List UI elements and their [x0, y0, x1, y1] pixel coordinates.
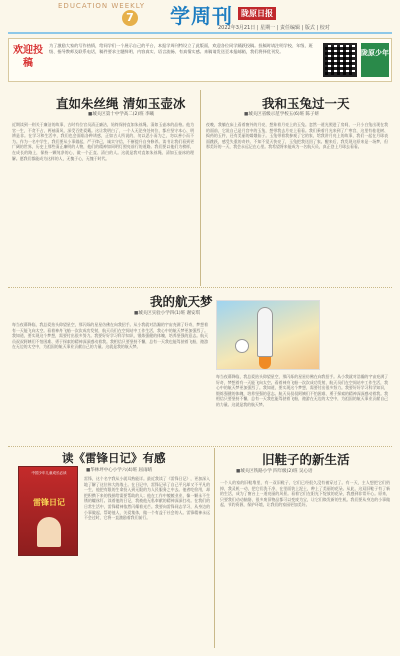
section-divider	[8, 287, 392, 288]
issue-number-badge: 7	[122, 10, 138, 26]
brand-logo: 陇原日报	[238, 7, 276, 20]
book-series-label: 中国少年儿童成长必读	[31, 471, 67, 475]
welcome-text: 为了激励大家的写作热情，给同学们一个展示自己的平台，本报学周刊特设立了此版面，欢迎各位同学踊跃投稿。投稿时请注明学校、年级、班级、指导教师及联系电话，稿件要求主题鲜明、内容真实、语言流畅、有真情实感。来稿请发送至本报邮箱，我们将择优刊发。	[49, 43, 313, 55]
article-2-headline: 我和玉兔过一天	[262, 96, 350, 111]
rocket-illustration	[216, 300, 320, 370]
column-divider-2	[214, 448, 215, 648]
article-3-body-continued: 每当夜幕降临，我总爱抬头仰望星空，那闪烁的星星仿佛在向我招手。从小我就对浩瀚的宇宙充满了好奇，梦想着有一天能飞向太空。看着神舟飞船一次次成功发射，航天员们在空间站中工作生活，我心中的航天梦更加强烈了。我知道，要实现这个梦想，需要付出很多努力。我要好好学习科学知识，锻炼强健的体魄，培养坚强的意志。航天员叔叔阿姨们不怕困难、勇于探索的精神深深感动着我。我相信只要坚持不懈，总有一天我也能驾驶着飞船，遨游在无边的太空中，为祖国的航天事业贡献自己的力量。这就是我的航天梦。	[216, 374, 388, 407]
article-1-headline: 直如朱丝绳 清如玉壶冰	[56, 96, 186, 111]
article-4-body: 雷锋，这个名字我从小就耳熟能详。最近我读了《雷锋日记》，更加深入地了解了这位伟大的战士。在日记中，雷锋记录了自己平凡却又不平凡的一生，他把有限的生命投入到无限的为人民服务之中去。他省吃俭用，却把积攒下来的钱捐给需要帮助的人；他在工作中兢兢业业，像一颗永不生锈的螺丝钉。读着他的日记，我被他无私奉献的精神深深打动。在我们的日常生活中，雷锋精神依然闪耀着光芒。我要向雷锋同志学习，从身边的小事做起，帮助他人，关爱集体，做一个有益于社会的人。雷锋精神永远不会过时，它将一直激励着我们前行。	[84, 476, 210, 521]
masthead-english-title: EDUCATION WEEKLY	[58, 2, 145, 10]
article-2-byline: ■城关区省级示范学校五(6)班 陈子妍	[244, 112, 320, 117]
book-figure-icon	[37, 517, 61, 547]
book-title: 雷锋日记	[33, 497, 65, 507]
astronaut-icon	[235, 339, 249, 353]
article-5-byline: ■城关区铁路小学 四年级(2)班 吴心语	[236, 469, 313, 474]
kids-logo: 陇原少年	[361, 43, 389, 77]
welcome-badge: 欢迎投稿	[13, 45, 43, 69]
article-4-headline: 读《雷锋日记》有感	[62, 451, 166, 465]
masthead-title: 学周刊	[170, 4, 233, 28]
section-divider-2	[8, 446, 392, 447]
article-1-byline: ■城关区第十中学高二(2)班 李曦	[88, 112, 155, 117]
rocket-icon	[257, 307, 273, 357]
masthead-rule	[8, 32, 392, 34]
article-1-body: 近期读到一则关于廉洁的故事，古时有位官员清正廉洁，始终保持直如朱丝绳、清如玉壶冰的品格。他为官一生，不贪不占，两袖清风，深受百姓爱戴。这让我明白了，一个人无论身处何位，都应坚守本心、明辨是非。在学习和生活中，我们也会面临各种诱惑，正如古人所说的，勿以恶小而为之，勿以善小而不为。作为一名中学生，我们要从小事做起，严于律己，诚实守信，不断提升自身修养。读书让我们看到更广阔的世界，历史上那些清正廉明的人物，他们的精神如同明灯照亮前行的道路。我们要以他们为榜样，在成长的路上，保持一颗纯净的心，做一个正直、清白的人。这就是我对直如朱丝绳、清如玉壶冰的理解。愿我们都能成为这样的人，无愧于心，无愧于时代。	[12, 122, 194, 161]
book-cover-image	[18, 466, 78, 556]
masthead-info: 2022年3月21日 | 星期一 | 责任编辑 | 版式 | 校对	[218, 25, 330, 31]
article-3-byline: ■城关区实验小学四(1)班 谢安琪	[134, 311, 201, 316]
article-3-headline: 我的航天梦	[150, 294, 213, 309]
masthead	[0, 0, 400, 42]
column-divider	[200, 90, 201, 286]
article-5-body: 一个人的家的旧鞋堆里，有一双旧鞋子，它们已经很久没有被穿过了。有一天，主人想把它们扔掉，我灵机一动，把它们洗干净，在里面装上泥土，种上了美丽的花朵。从此，这双旧鞋子有了新的生活，成为了窗台上一道亮丽的风景。看着它们在阳光下绽放的花朵，我感到非常开心。原来，只要我们动动脑筋，很多废旧物品都可以变废为宝，让它们焕发新的生机。我们要从身边的小事做起，节约资源，保护环境，让我们的家园更加美好。	[220, 480, 390, 508]
qr-code-icon	[323, 43, 357, 77]
article-5-headline: 旧鞋子的新生活	[262, 452, 350, 467]
flame-icon	[259, 357, 271, 369]
welcome-box	[8, 38, 392, 82]
article-4-byline: ■华林坪中心小学六(4)班 屈雨晴	[86, 468, 153, 473]
article-3-body: 每当夜幕降临，我总爱抬头仰望星空，那闪烁的星星仿佛在向我招手。从小我就对浩瀚的宇宙充满了好奇，梦想着有一天能飞向太空。看着神舟飞船一次次成功发射，航天员们在空间站中工作生活，我心中的航天梦更加强烈了。我知道，要实现这个梦想，需要付出很多努力。我要好好学习科学知识，锻炼强健的体魄，培养坚强的意志。航天员叔叔阿姨们不怕困难、勇于探索的精神深深感动着我。我相信只要坚持不懈，总有一天我也能驾驶着飞船，遨游在无边的太空中，为祖国的航天事业贡献自己的力量。这就是我的航天梦。	[12, 322, 208, 350]
article-2-body: 夜晚，我躺在床上看着窗外的月亮，想象着月亮上的玉兔。忽然一道光照进了房间，一只小白兔出现在我的面前，它说自己是月宫中的玉兔，想带我去月亮上看看。我们乘着月光来到了广寒宫，这里有桂花树、捣药的玉杵，还有美丽的嫦娥仙子。玉兔带着我参观了它的家，给我讲月亮上的故事，我们一起在月球表面跳跃，感受失重的奇妙。不知不觉天快亮了，玉兔把我送回了家。醒来后，我发现这原来是一场梦，但那美好的一天，我会永远记在心里。我希望将来能成为一名航天员，真正登上月球去看看。	[206, 122, 388, 150]
